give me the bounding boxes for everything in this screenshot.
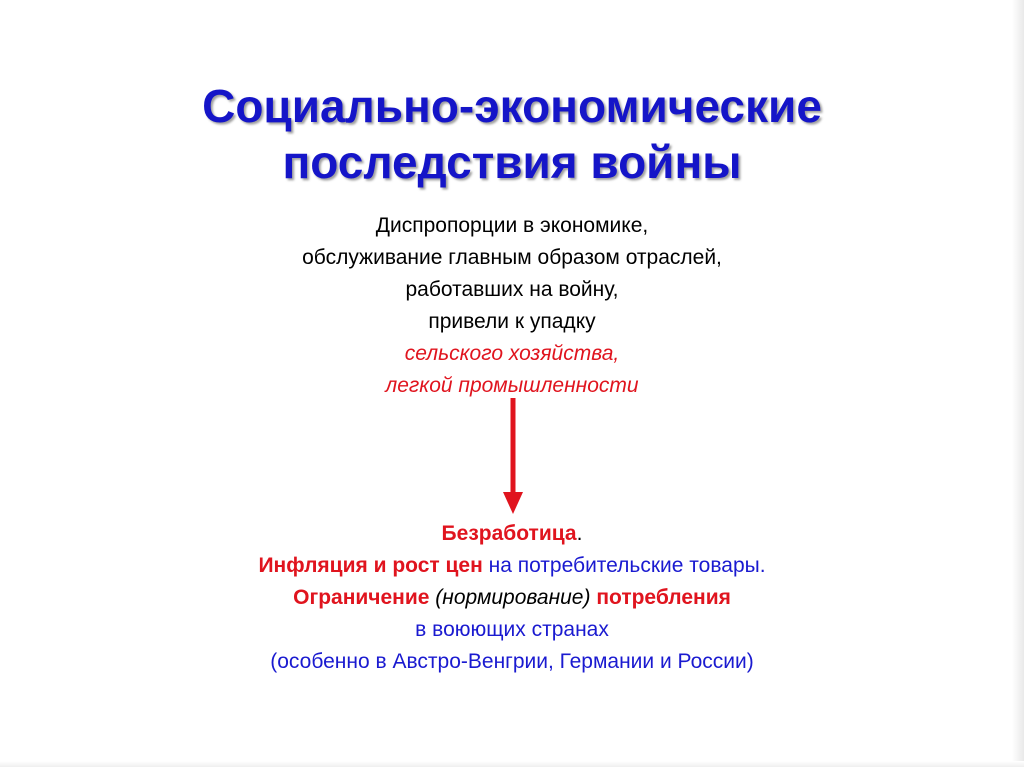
down-arrow-icon (500, 398, 526, 516)
arrow-head (503, 492, 523, 514)
effect-line-inflation (0, 550, 1024, 582)
cause-line-1: Диспропорции в экономике, (375, 214, 649, 237)
cause-line-light-industry: легкой промышленности (385, 374, 639, 397)
effects-block (0, 518, 1024, 678)
arrow-shaft (511, 398, 516, 494)
effect-unemployment-period: . (576, 522, 583, 545)
title-line-2: последствия войны (282, 136, 742, 188)
cause-block (0, 210, 1024, 402)
effect-line-unemployment (0, 518, 1024, 550)
cause-line-agriculture: сельского хозяйства, (404, 342, 620, 365)
effect-inflation-rest: на потребительские товары. (482, 554, 766, 577)
effect-unemployment: Безработица (441, 522, 577, 545)
effect-rationing: (нормирование) (429, 586, 597, 609)
effect-line-countries: в воюющих странах (415, 618, 609, 641)
effect-consumption: потребления (596, 586, 731, 609)
slide-title (0, 78, 1024, 190)
effect-restriction: Ограничение (293, 586, 430, 609)
effect-line-examples: (особенно в Австро-Венгрии, Германии и России) (270, 650, 754, 673)
cause-line-3: работавших на войну, (405, 278, 619, 301)
effect-line-restriction (0, 582, 1024, 614)
effect-inflation: Инфляция и рост цен (258, 554, 483, 577)
slide-bottom-shadow (0, 761, 1024, 767)
cause-line-2: обслуживание главным образом отраслей, (302, 246, 722, 269)
title-line-1: Социально-экономические (202, 80, 822, 132)
cause-line-4: привели к упадку (428, 310, 596, 333)
